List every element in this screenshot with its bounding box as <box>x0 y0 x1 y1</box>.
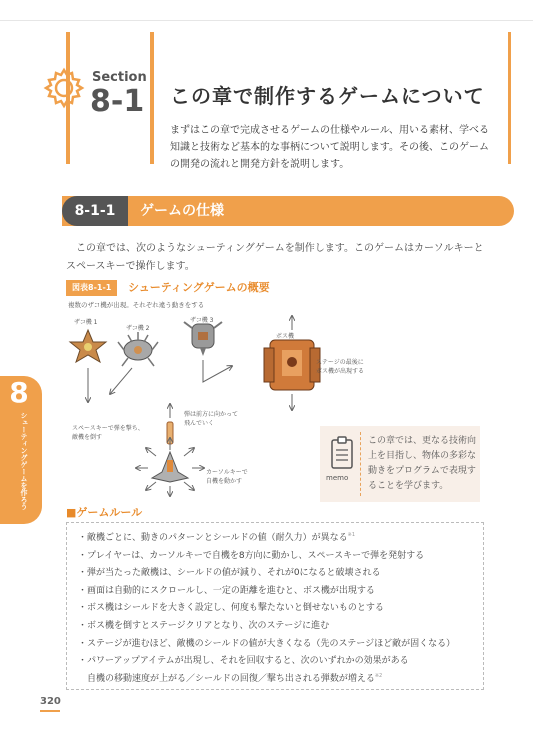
subsection-title: ゲームの仕様 <box>140 203 224 219</box>
memo-divider <box>360 432 361 496</box>
memo-box <box>320 426 480 502</box>
clipboard-icon <box>328 434 356 474</box>
section-bar-edge <box>508 32 511 164</box>
enemy-2-sprite <box>118 332 158 366</box>
rule-text: ・パワーアップアイテムが出現し、それを回収すると、次のいずれかの効果がある <box>78 656 409 667</box>
label-boss-note: ステージの最後に ボス機が出現する <box>316 359 365 375</box>
figure-caption: 複数のザコ機が出現。それぞれ違う動きをする <box>68 301 205 309</box>
rule-text: 自機の移動速度が上がる／シールドの回復／撃ち出される弾数が増える <box>78 673 375 684</box>
chapter-number: 8 <box>9 376 29 409</box>
figure-tag: 図表8-1-1 <box>66 280 117 296</box>
page-title: この章で制作するゲームについて <box>170 84 485 108</box>
enemy-2-path <box>110 368 132 394</box>
rule-footnote-marker: ※1 <box>347 532 356 538</box>
subsection-bar <box>62 196 514 226</box>
rule-item <box>78 653 409 666</box>
section-word: Section <box>92 70 147 85</box>
section-lead: まずはこの章で完成させるゲームの仕様やルール、用いる素材、学べる知識と技術など基本的な事柄について説明します。その後、このゲームの開発の流れと開発方針を説明します。 <box>170 125 489 170</box>
player-dl-arrow <box>146 482 156 490</box>
player-dr-arrow <box>184 482 194 490</box>
rule-item <box>78 565 381 578</box>
rule-item <box>78 583 375 596</box>
enemy-1-sprite <box>70 330 106 362</box>
chapter-side-title: シューティングゲームを作ろう <box>20 412 28 510</box>
label-shot-note: スペースキーで弾を撃ち、 敵機を倒す <box>72 425 144 441</box>
top-rule <box>0 20 533 21</box>
figure-title: シューティングゲームの概要 <box>128 281 270 294</box>
player-ship-sprite <box>152 452 188 482</box>
label-enemy-3: ザコ機 3 <box>190 317 214 324</box>
page-number: 320 <box>40 696 61 707</box>
rule-text: ・敵機ごとに、動きのパターンとシールドの値（耐久力）が異なる <box>78 533 348 543</box>
label-boss: ボス機 <box>276 333 295 340</box>
subsection-number: 8-1-1 <box>62 196 128 226</box>
boss-sprite <box>264 340 320 390</box>
label-enemy-1: ザコ機 1 <box>74 319 98 326</box>
enemy-3-sprite <box>184 322 222 356</box>
page-number-underline <box>40 710 60 712</box>
enemy-3-path <box>203 360 232 382</box>
rule-text: ・ボス機を倒すとステージクリアとなり、次のステージに進む <box>78 621 330 631</box>
section-bar-right <box>150 32 154 164</box>
memo-label: memo <box>326 474 349 482</box>
gear-icon <box>40 64 88 112</box>
rule-item <box>78 530 355 543</box>
rule-item <box>78 671 382 684</box>
rules-heading: ■ゲームルール <box>66 506 143 519</box>
body-paragraph: この章では、次のようなシューティングゲームを制作します。このゲームはカーソルキーとスペースキーで操作します。 <box>66 243 484 272</box>
label-enemy-2: ザコ機 2 <box>126 325 150 332</box>
section-number: 8-1 <box>90 84 145 119</box>
rule-footnote-marker: ※2 <box>374 672 383 679</box>
rule-item <box>78 600 384 613</box>
rule-text: ・プレイヤーは、カーソルキーで自機を8方向に動かし、スペースキーで弾を発射する <box>78 550 425 561</box>
rule-item <box>78 548 424 561</box>
label-bullet-note: 弾は前方に向かって 飛んでいく <box>184 411 239 427</box>
rule-text: ・弾が当たった敵機は、シールドの値が減り、それが0になると破壊される <box>78 568 381 579</box>
rule-text: ・画面は自動的にスクロールし、一定の距離を進むと、ボス機が出現する <box>78 585 375 596</box>
memo-text: この章では、更なる技術向上を目指し、物体の多彩な動きをプログラムで表現することを学びます。 <box>368 436 477 491</box>
rule-text: ・ステージが進むほど、敵機のシールドの値が大きくなる（先のステージほど敵が固くなる） <box>78 638 456 649</box>
player-ur-arrow <box>184 448 194 456</box>
rule-item <box>78 618 329 631</box>
player-ul-arrow <box>146 448 156 456</box>
label-move-note: カーソルキーで 自機を動かす <box>206 469 248 485</box>
rule-item <box>78 636 455 649</box>
rule-text: ・ボス機はシールドを大きく設定し、何度も撃たないと倒せないものとする <box>78 603 384 614</box>
